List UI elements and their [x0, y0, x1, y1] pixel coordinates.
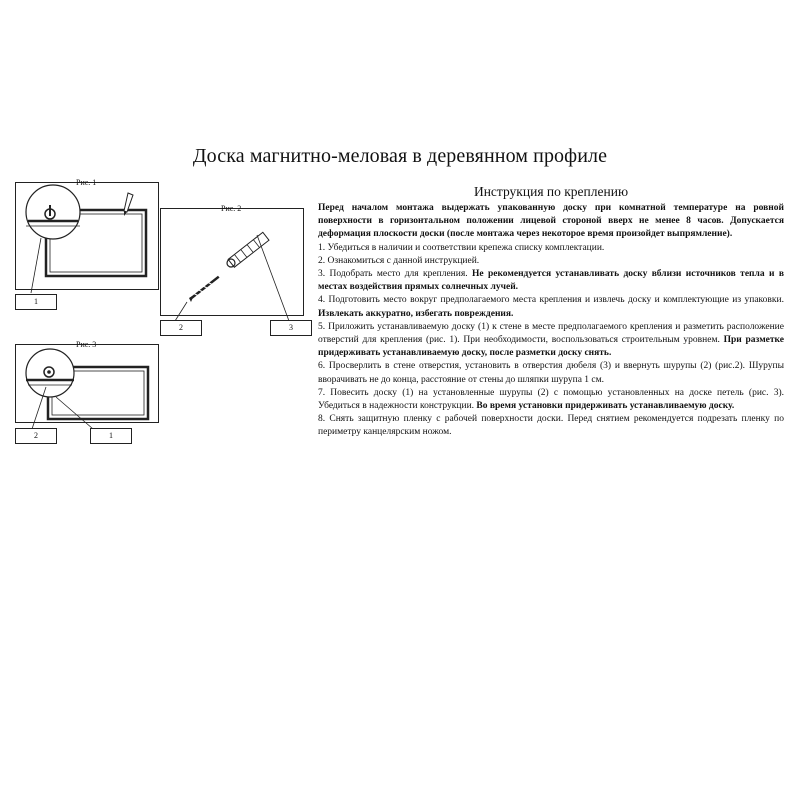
instruction-step	[318, 268, 784, 294]
instruction-step	[318, 413, 784, 439]
figure-2-callout-2: 2	[160, 320, 202, 336]
step-text: 2. Ознакомиться с данной инструкцией.	[318, 255, 480, 266]
figure-3-drawing	[16, 345, 158, 422]
figure-2-caption: Рис. 2	[221, 204, 242, 213]
figure-3-callout-1: 1	[90, 428, 132, 444]
instruction-step	[318, 387, 784, 413]
instructions-intro	[318, 202, 784, 242]
instruction-step	[318, 255, 784, 268]
instruction-step	[318, 294, 784, 320]
step-emphasis: Извлекать аккуратно, избегать повреждения.	[318, 308, 514, 319]
step-text: 6. Просверлить в стене отверстия, установить в отверстия дюбеля (3) и ввернуть шурупы (2) (рис.2). Шурупы вворачивать не до конца, расстояние от стены до шляпки шурупа 1 см.	[318, 361, 784, 385]
figure-2-callout-3: 3	[270, 320, 312, 336]
figure-1-caption: Рис. 1	[76, 178, 97, 187]
instruction-step	[318, 242, 784, 255]
figure-2	[160, 204, 304, 316]
step-text: 4. Подготовить место вокруг предполагаемого места крепления и извлечь доску и комплектующие из упаковки.	[318, 295, 784, 306]
instructions-title: Инструкция по креплению	[473, 184, 629, 199]
instructions	[318, 184, 785, 440]
instruction-step	[318, 321, 784, 361]
instruction-step	[318, 360, 784, 386]
figure-3	[15, 340, 159, 423]
figure-1-callout-1: 1	[15, 294, 57, 310]
intro-bold: Перед началом монтажа выдержать упакованную доску при комнатной температуре на ровной поверхности в горизонтальном положении лицевой стороной вверх не менее 8 часов. Допускается деформация плоскости доски (после монтажа через некоторое время произойдет выпрямление).	[318, 203, 784, 240]
document-title: Доска магнитно-меловая в деревянном профиле	[192, 145, 608, 167]
step-text: 7. Повесить доску (1) на установленные шурупы (2) с помощью установленных на доске петель (рис. 3). Убедиться в надежности конструкции.	[318, 387, 784, 412]
figure-1	[15, 178, 159, 290]
step-text: 1. Убедиться в наличии и соответствии крепежа списку комплектации.	[318, 242, 605, 253]
figure-3-callout-2: 2	[15, 428, 57, 444]
step-emphasis: Во время установки придерживать устанавливаемую доску.	[476, 401, 735, 412]
step-text: 8. Снять защитную пленку с рабочей поверхности доски. Перед снятием рекомендуется подрезать пленку по периметру канцелярским ножом.	[318, 414, 784, 438]
step-text: 3. Подобрать место для крепления.	[318, 269, 472, 280]
step-emphasis: Не рекомендуется устанавливать доску вблизи источников тепла и в местах воздействия прямых солнечных лучей.	[318, 269, 784, 293]
figure-1-drawing	[16, 183, 158, 289]
figure-3-caption: Рис. 3	[76, 340, 97, 349]
figure-2-drawing	[161, 209, 303, 315]
step-text: 5. Приложить устанавливаемую доску (1) к стене в месте предполагаемого крепления и разметить расположение отверстий для крепления (рис. 1). При необходимости, воспользоваться строительным уровнем.	[318, 321, 784, 346]
step-emphasis: При разметке придерживать устанавливаемую доску, после разметки доску снять.	[318, 335, 785, 359]
instructions-steps	[318, 242, 784, 440]
